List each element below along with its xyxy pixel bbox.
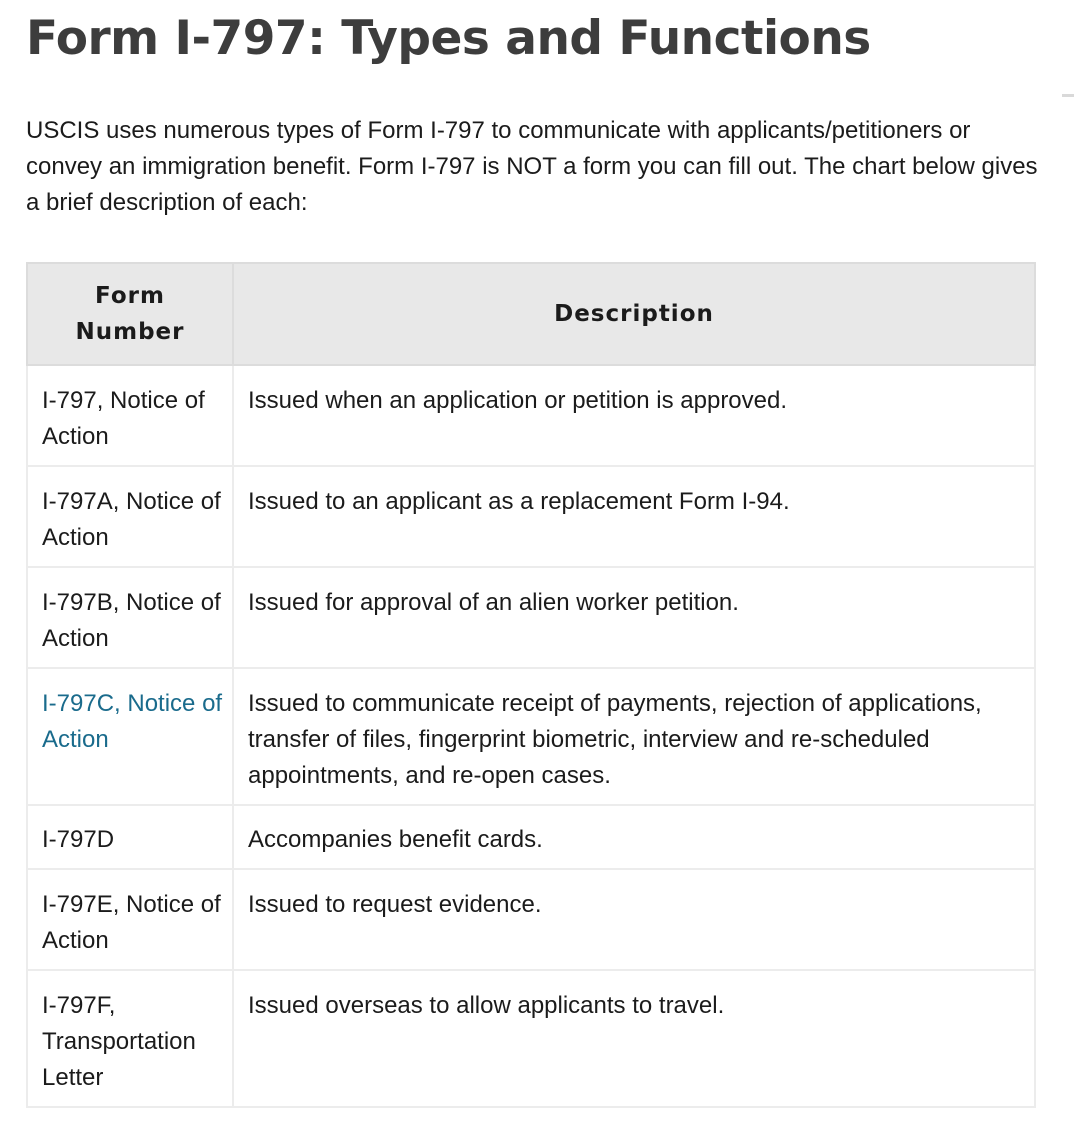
i-797c-link[interactable]: I-797C, Notice of Action [42,690,223,753]
table-row [27,805,1035,869]
table-row [27,970,1035,1107]
form-number-cell [27,668,233,805]
table-row [27,466,1035,567]
description-cell: Issued for approval of an alien worker petition. [233,567,1035,668]
description-cell: Accompanies benefit cards. [233,805,1035,869]
description-cell: Issued when an application or petition is approved. [233,365,1035,466]
scrollbar-indicator[interactable] [1062,94,1074,97]
form-number-cell: I-797D [27,805,233,869]
table-row [27,567,1035,668]
description-cell: Issued to communicate receipt of payments, rejection of applications, transfer of files, fingerprint biometric, interview and re-scheduled appointments, and re-open cases. [233,668,1035,805]
description-cell: Issued to request evidence. [233,869,1035,970]
form-number-column-header: Form Number [27,263,233,365]
form-number-cell: I-797E, Notice of Action [27,869,233,970]
table-header-row [27,263,1035,365]
table-row [27,668,1035,805]
form-number-cell: I-797, Notice of Action [27,365,233,466]
form-number-cell: I-797F, Transportation Letter [27,970,233,1107]
description-column-header: Description [233,263,1035,365]
page-title: Form I-797: Types and Functions [26,11,871,66]
form-types-table [26,262,1036,1108]
description-cell: Issued overseas to allow applicants to travel. [233,970,1035,1107]
form-number-cell: I-797B, Notice of Action [27,567,233,668]
table-row [27,869,1035,970]
intro-paragraph: USCIS uses numerous types of Form I-797 to communicate with applicants/petitioners or convey an immigration benefit. Form I-797 is NOT a form you can fill out. The chart below gives a brief description of each: [26,117,1038,216]
description-cell: Issued to an applicant as a replacement Form I-94. [233,466,1035,567]
table-row [27,365,1035,466]
form-number-cell: I-797A, Notice of Action [27,466,233,567]
